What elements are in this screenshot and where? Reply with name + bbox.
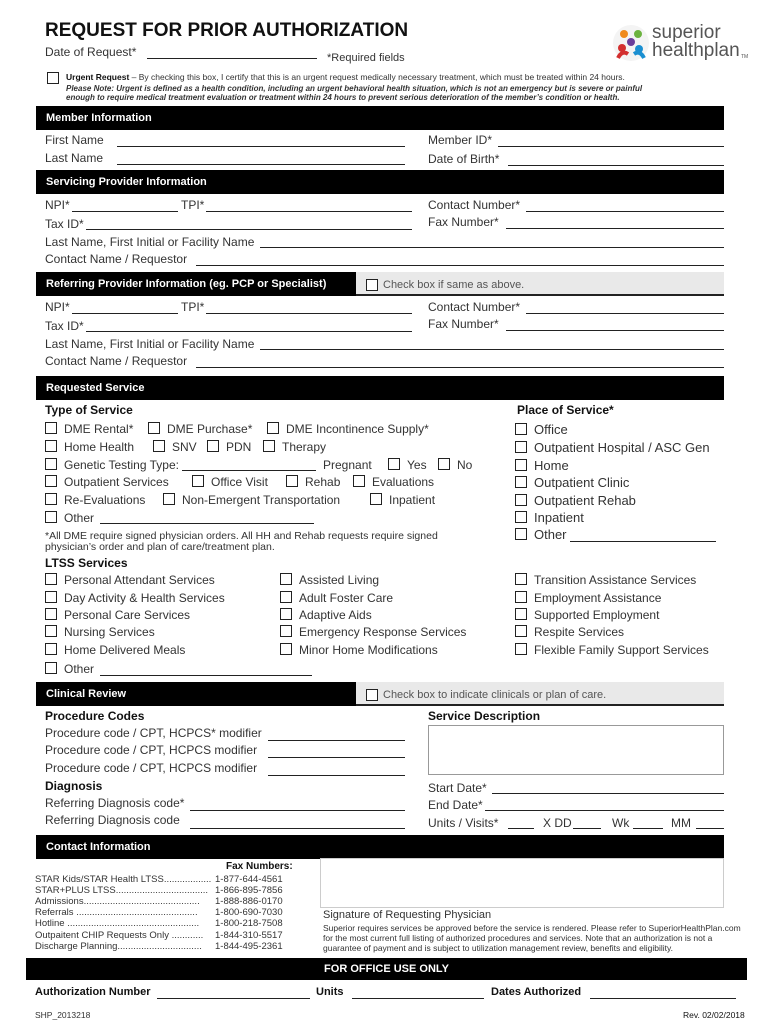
clinical-review-header: Clinical Review	[36, 682, 356, 706]
referring-contact-number-label: Contact Number*	[428, 300, 521, 314]
pregnant-label: Pregnant	[323, 458, 372, 472]
servicing-contact-name-field[interactable]	[196, 265, 724, 266]
office-units-field[interactable]	[352, 998, 484, 999]
urgent-request-checkbox[interactable]	[47, 72, 59, 84]
fax-row-6-label: Outpaitent CHIP Requests Only ............	[35, 930, 204, 941]
end-date-label: End Date*	[428, 798, 483, 812]
diagnosis-2-label: Referring Diagnosis code	[45, 813, 180, 827]
ltss-personal-attendant-checkbox[interactable]	[45, 573, 57, 585]
fax-row-7-label: Discharge Planning................................	[35, 941, 202, 952]
urgent-note-2: enough to require medical treatment evaluation or treatment within 24 hours to prevent serious deterioration of the member’s condition or health.	[66, 93, 620, 102]
referring-contact-name-label: Contact Name / Requestor	[45, 354, 188, 368]
referring-tax-id-label: Tax ID*	[45, 319, 84, 333]
servicing-tpi-label: TPI*	[181, 198, 205, 212]
ltss-supported-employment-label: Supported Employment	[534, 608, 660, 622]
diagnosis-1-field[interactable]	[190, 810, 405, 811]
requested-service-header: Requested Service	[36, 376, 724, 400]
ltss-adaptive-aids-label: Adaptive Aids	[299, 608, 372, 622]
place-office-label: Office	[534, 422, 568, 437]
outpatient-services-checkbox[interactable]	[45, 475, 57, 487]
re-evaluations-label: Re-Evaluations	[64, 493, 146, 507]
re-evaluations-checkbox[interactable]	[45, 493, 57, 505]
office-units-label: Units	[316, 986, 344, 998]
dob-label: Date of Birth*	[428, 152, 500, 166]
servicing-contact-name-label: Contact Name / Requestor	[45, 252, 188, 266]
ltss-flexible-family-label: Flexible Family Support Services	[534, 643, 709, 657]
procedure-1-label: Procedure code / CPT, HCPCS* modifier	[45, 726, 262, 740]
inpatient-service-label: Inpatient	[389, 493, 436, 507]
place-other-label: Other	[534, 527, 567, 542]
inpatient-service-checkbox[interactable]	[370, 493, 382, 505]
servicing-last-name-field[interactable]	[260, 247, 724, 248]
genetic-testing-field[interactable]	[182, 470, 316, 471]
procedure-3-label: Procedure code / CPT, HCPCS modifier	[45, 761, 258, 775]
referring-last-name-label: Last Name, First Initial or Facility Name	[45, 337, 255, 351]
superior-healthplan-logo	[612, 24, 752, 66]
therapy-label: Therapy	[282, 440, 327, 454]
urgent-note-1: Please Note: Urgent is defined as a health condition, including an urgent behavioral health situation, which is not an emergency but is severe or painful	[66, 84, 643, 93]
fax-row-6-value: 1-844-310-5517	[215, 930, 283, 941]
ltss-other-checkbox[interactable]	[45, 662, 57, 674]
ltss-other-field[interactable]	[100, 675, 312, 676]
ltss-personal-care-label: Personal Care Services	[64, 608, 191, 622]
snv-checkbox[interactable]	[153, 440, 165, 452]
place-outpatient-hospital-checkbox[interactable]	[515, 441, 527, 453]
fax-row-5-label: Hotline ..................................................	[35, 918, 200, 929]
procedure-3-field[interactable]	[268, 775, 405, 776]
dme-note-2: physician’s order and plan of care/treatment plan.	[45, 541, 275, 553]
office-visit-label: Office Visit	[211, 475, 268, 489]
dme-note-1: *All DME require signed physician orders. All HH and Rehab requests require signed	[45, 530, 438, 542]
logo-people-icon	[612, 24, 650, 62]
outpatient-services-label: Outpatient Services	[64, 475, 169, 489]
servicing-provider-header: Servicing Provider Information	[36, 170, 724, 194]
units-visits-field[interactable]	[508, 828, 534, 829]
pregnant-yes-label: Yes	[407, 458, 427, 472]
disclaimer-3: guarantee of payment and is subject to utilization management review, benefits and eligibility.	[323, 943, 673, 953]
place-of-service-heading: Place of Service*	[517, 403, 614, 417]
home-health-checkbox[interactable]	[45, 440, 57, 452]
diagnosis-heading: Diagnosis	[45, 779, 103, 793]
dme-incontinence-checkbox[interactable]	[267, 422, 279, 434]
referring-contact-name-field[interactable]	[196, 367, 724, 368]
ltss-respite-checkbox[interactable]	[515, 625, 527, 637]
start-date-label: Start Date*	[428, 781, 487, 795]
pregnant-no-label: No	[457, 458, 473, 472]
fax-numbers-heading: Fax Numbers:	[226, 861, 293, 872]
procedure-2-label: Procedure code / CPT, HCPCS modifier	[45, 743, 258, 757]
disclaimer-1: Superior requires services be approved before the service is rendered. Please refer to SuperiorHealthPlan.com	[323, 923, 741, 933]
referring-tax-id-field[interactable]	[86, 331, 412, 332]
dme-incontinence-label: DME Incontinence Supply*	[286, 422, 429, 436]
rehab-checkbox[interactable]	[286, 475, 298, 487]
ltss-home-mod-checkbox[interactable]	[280, 643, 292, 655]
servicing-fax-number-field[interactable]	[506, 228, 724, 229]
place-home-label: Home	[534, 458, 569, 473]
last-name-field[interactable]	[117, 164, 405, 165]
member-id-field[interactable]	[498, 146, 724, 147]
place-home-checkbox[interactable]	[515, 459, 527, 471]
contact-information-header: Contact Information	[36, 835, 724, 859]
fax-row-7-value: 1-844-495-2361	[215, 941, 283, 952]
ltss-flexible-family-checkbox[interactable]	[515, 643, 527, 655]
place-other-checkbox[interactable]	[515, 528, 527, 540]
office-visit-checkbox[interactable]	[192, 475, 204, 487]
place-outpatient-hospital-label: Outpatient Hospital / ASC Gen	[534, 440, 710, 455]
pdn-label: PDN	[226, 440, 252, 454]
dme-rental-checkbox[interactable]	[45, 422, 57, 434]
x-dd-field[interactable]	[573, 828, 601, 829]
ltss-assisted-living-checkbox[interactable]	[280, 573, 292, 585]
disclaimer-2: for the most current full listing of authorized procedures and services. Note that an authorization is not a	[323, 933, 713, 943]
office-use-title: FOR OFFICE USE ONLY	[324, 963, 449, 975]
fax-row-2-label: STAR+PLUS LTSS...................................	[35, 885, 209, 896]
place-outpatient-clinic-label: Outpatient Clinic	[534, 475, 630, 490]
pdn-checkbox[interactable]	[207, 440, 219, 452]
referring-last-name-field[interactable]	[260, 349, 724, 350]
referring-npi-label: NPI*	[45, 300, 70, 314]
ltss-adaptive-aids-checkbox[interactable]	[280, 608, 292, 620]
dme-rental-label: DME Rental*	[64, 422, 134, 436]
servicing-contact-number-label: Contact Number*	[428, 198, 521, 212]
form-code: SHP_2013218	[35, 1010, 91, 1020]
ltss-other-label: Other	[64, 662, 95, 676]
date-of-request-label: Date of Request*	[45, 45, 137, 59]
form-title: REQUEST FOR PRIOR AUTHORIZATION	[45, 20, 409, 41]
dob-field[interactable]	[508, 165, 724, 166]
genetic-testing-checkbox[interactable]	[45, 458, 57, 470]
end-date-field[interactable]	[485, 810, 724, 811]
ltss-nursing-label: Nursing Services	[64, 625, 155, 639]
ltss-nursing-checkbox[interactable]	[45, 625, 57, 637]
fax-row-5-value: 1-800-218-7508	[215, 918, 283, 929]
same-as-above-label: Check box if same as above.	[383, 279, 525, 291]
non-emergent-checkbox[interactable]	[163, 493, 175, 505]
snv-label: SNV	[172, 440, 197, 454]
servicing-tax-id-field[interactable]	[86, 229, 412, 230]
servicing-npi-field[interactable]	[72, 211, 178, 212]
place-outpatient-rehab-label: Outpatient Rehab	[534, 493, 636, 508]
place-office-checkbox[interactable]	[515, 423, 527, 435]
mm-field[interactable]	[696, 828, 724, 829]
urgent-request-desc: – By checking this box, I certify that this is an urgent request medically necessary treatment, which must be treated within 24 hours.	[129, 72, 625, 82]
referring-npi-field[interactable]	[72, 313, 178, 314]
servicing-fax-number-label: Fax Number*	[428, 215, 499, 229]
ltss-transition-label: Transition Assistance Services	[534, 573, 697, 587]
ltss-adult-foster-label: Adult Foster Care	[299, 591, 394, 605]
x-dd-label: X DD	[543, 816, 572, 830]
evaluations-checkbox[interactable]	[353, 475, 365, 487]
ltss-emergency-response-checkbox[interactable]	[280, 625, 292, 637]
ltss-supported-employment-checkbox[interactable]	[515, 608, 527, 620]
dates-authorized-field[interactable]	[590, 998, 736, 999]
rehab-label: Rehab	[305, 475, 341, 489]
service-description-box[interactable]	[428, 725, 724, 775]
authorization-number-label: Authorization Number	[35, 986, 151, 998]
dates-authorized-label: Dates Authorized	[491, 986, 582, 998]
first-name-label: First Name	[45, 133, 104, 147]
member-id-label: Member ID*	[428, 133, 493, 147]
home-health-label: Home Health	[64, 440, 135, 454]
signature-label: Signature of Requesting Physician	[323, 909, 492, 921]
referring-contact-number-field[interactable]	[526, 313, 724, 314]
ltss-meals-checkbox[interactable]	[45, 643, 57, 655]
required-fields-note: *Required fields	[327, 52, 405, 64]
logo-tm: TM	[741, 54, 749, 60]
ltss-meals-label: Home Delivered Meals	[64, 643, 186, 657]
ltss-personal-attendant-label: Personal Attendant Services	[64, 573, 215, 587]
place-outpatient-clinic-checkbox[interactable]	[515, 476, 527, 488]
referring-provider-header: Referring Provider Information (eg. PCP or Specialist)	[36, 272, 356, 296]
ltss-respite-label: Respite Services	[534, 625, 625, 639]
referring-tpi-label: TPI*	[181, 300, 205, 314]
referring-tpi-field[interactable]	[206, 313, 412, 314]
clinicals-label: Check box to indicate clinicals or plan of care.	[383, 689, 607, 701]
date-of-request-field[interactable]	[147, 58, 317, 59]
urgent-request-label: Urgent Request	[66, 72, 130, 82]
diagnosis-2-field[interactable]	[190, 828, 405, 829]
wk-label: Wk	[612, 816, 630, 830]
last-name-label: Last Name	[45, 151, 104, 165]
ltss-employment-assist-label: Employment Assistance	[534, 591, 662, 605]
signature-box[interactable]	[320, 858, 724, 908]
genetic-testing-label: Genetic Testing Type:	[64, 458, 179, 472]
mm-label: MM	[671, 816, 691, 830]
fax-row-2-value: 1-866-895-7856	[215, 885, 283, 896]
diagnosis-1-label: Referring Diagnosis code*	[45, 796, 185, 810]
ltss-personal-care-checkbox[interactable]	[45, 608, 57, 620]
type-of-service-heading: Type of Service	[45, 403, 133, 417]
procedure-1-field[interactable]	[268, 740, 405, 741]
ltss-assisted-living-label: Assisted Living	[299, 573, 380, 587]
servicing-npi-label: NPI*	[45, 198, 70, 212]
non-emergent-label: Non-Emergent Transportation	[182, 493, 341, 507]
service-description-heading: Service Description	[428, 709, 541, 723]
fax-row-4-value: 1-800-690-7030	[215, 907, 283, 918]
start-date-field[interactable]	[492, 793, 724, 794]
office-use-header	[26, 958, 747, 980]
urgent-request-text	[66, 72, 625, 82]
first-name-field[interactable]	[117, 146, 405, 147]
dme-purchase-label: DME Purchase*	[167, 422, 253, 436]
pregnant-no-checkbox[interactable]	[438, 458, 450, 470]
ltss-heading: LTSS Services	[45, 556, 128, 570]
ltss-emergency-response-label: Emergency Response Services	[299, 625, 467, 639]
place-inpatient-checkbox[interactable]	[515, 511, 527, 523]
ltss-day-activity-label: Day Activity & Health Services	[64, 591, 225, 605]
clinicals-checkbox[interactable]	[366, 689, 378, 701]
place-other-field[interactable]	[570, 541, 716, 542]
units-visits-label: Units / Visits*	[428, 816, 499, 830]
authorization-number-field[interactable]	[157, 998, 310, 999]
dme-purchase-checkbox[interactable]	[148, 422, 160, 434]
evaluations-label: Evaluations	[372, 475, 435, 489]
wk-field[interactable]	[633, 828, 663, 829]
logo-text-bottom: healthplan	[652, 40, 740, 61]
procedure-2-field[interactable]	[268, 757, 405, 758]
ltss-home-mod-label: Minor Home Modifications	[299, 643, 438, 657]
servicing-tax-id-label: Tax ID*	[45, 217, 84, 231]
type-other-label: Other	[64, 511, 95, 525]
type-other-field[interactable]	[100, 523, 314, 524]
fax-row-1-label: STAR Kids/STAR Health LTSS..................	[35, 874, 212, 885]
fax-row-3-label: Admissions............................................	[35, 896, 200, 907]
servicing-contact-number-field[interactable]	[526, 211, 724, 212]
procedure-codes-heading: Procedure Codes	[45, 709, 145, 723]
type-other-checkbox[interactable]	[45, 511, 57, 523]
same-as-above-checkbox[interactable]	[366, 279, 378, 291]
fax-row-4-label: Referrals ..............................................	[35, 907, 198, 918]
referring-fax-number-label: Fax Number*	[428, 317, 499, 331]
place-outpatient-rehab-checkbox[interactable]	[515, 494, 527, 506]
therapy-checkbox[interactable]	[263, 440, 275, 452]
member-information-header: Member Information	[36, 106, 724, 130]
ltss-employment-assist-checkbox[interactable]	[515, 591, 527, 603]
servicing-last-name-label: Last Name, First Initial or Facility Name	[45, 235, 255, 249]
servicing-tpi-field[interactable]	[206, 211, 412, 212]
ltss-transition-checkbox[interactable]	[515, 573, 527, 585]
ltss-adult-foster-checkbox[interactable]	[280, 591, 292, 603]
revision-date: Rev. 02/02/2018	[683, 1010, 745, 1020]
fax-row-1-value: 1-877-644-4561	[215, 874, 283, 885]
ltss-day-activity-checkbox[interactable]	[45, 591, 57, 603]
place-inpatient-label: Inpatient	[534, 510, 584, 525]
fax-row-3-value: 1-888-886-0170	[215, 896, 283, 907]
pregnant-yes-checkbox[interactable]	[388, 458, 400, 470]
referring-fax-number-field[interactable]	[506, 330, 724, 331]
logo-text-top: superior	[652, 22, 721, 43]
